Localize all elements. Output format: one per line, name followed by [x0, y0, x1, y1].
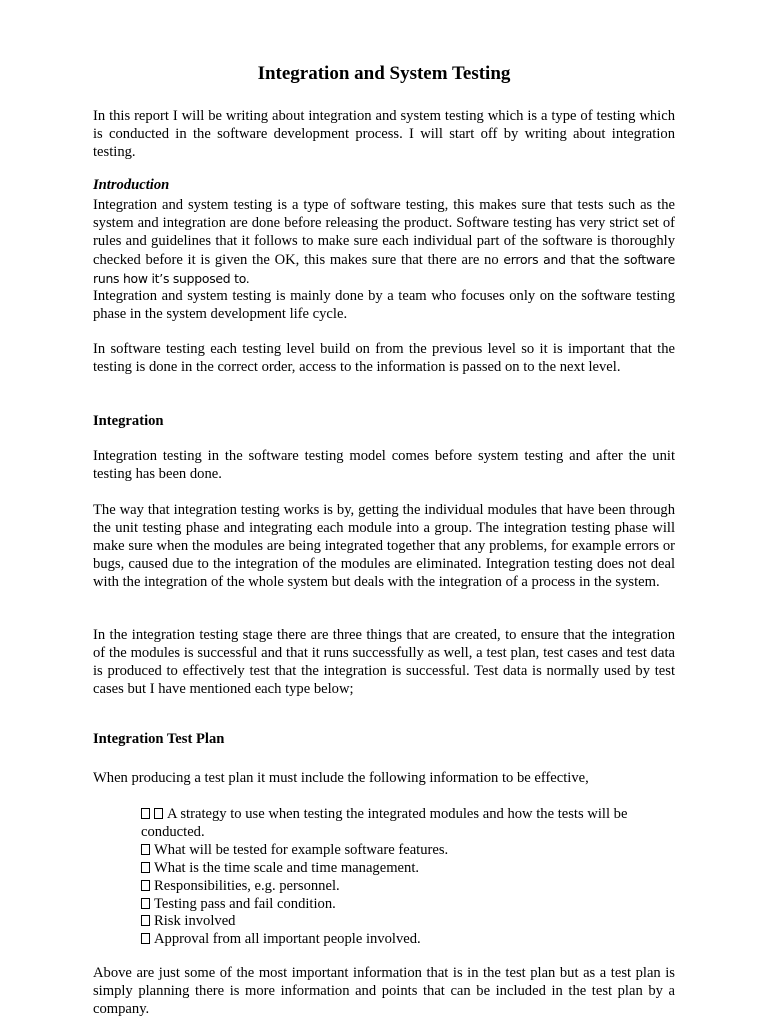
- closing-paragraph: Above are just some of the most important information that is in the test plan but as a test plan is simply planning there is more information and points that can be included in the test plan by a company.: [93, 965, 675, 1017]
- intro-paragraph: In this report I will be writing about integration and system testing which is a type of testing which is conducted in the software development process. I will start off by writing about integration testing.: [93, 108, 675, 160]
- introduction-paragraph-3: In software testing each testing level build on from the previous level so it is important that the testing is done in the correct order, access to the information is passed on to the next level.: [93, 341, 675, 375]
- list-item: conducted.: [141, 823, 205, 840]
- integration-paragraph-2: The way that integration testing works is by, getting the individual modules that have been through the unit testing phase and integrating each module into a group. The integration testing phase will make sure when the modules are being integrated together that any problems, for example errors or bugs, caused due to the integration of the modules are eliminated. Integration testing does not deal with the integration of the whole system but deals with the integration of a process in the system.: [93, 502, 675, 590]
- list-item: Testing pass and fail condition.: [141, 896, 681, 914]
- introduction-paragraph-2: Integration and system testing is mainly done by a team who focuses only on the software testing phase in the system development life cycle.: [93, 288, 675, 322]
- checkbox-glyph-icon: [141, 898, 150, 909]
- checkbox-glyph-icon: [141, 808, 150, 819]
- checkbox-glyph-icon: [154, 808, 163, 819]
- checkbox-glyph-icon: [141, 933, 150, 944]
- list-item: Responsibilities, e.g. personnel.: [141, 878, 681, 896]
- document-title: Integration and System Testing: [257, 63, 511, 84]
- introduction-p1-tail: errors and that the software runs how it’s supposed to.: [93, 251, 675, 286]
- list-item: Approval from all important people involved.: [141, 931, 681, 949]
- integration-paragraph-1: Integration testing in the software testing model comes before system testing and after the unit testing has been done.: [93, 448, 675, 482]
- checkbox-glyph-icon: [141, 862, 150, 873]
- introduction-heading: Introduction: [93, 177, 170, 193]
- introduction-paragraph-1: [93, 197, 675, 289]
- list-item: Risk involved: [141, 913, 681, 931]
- test-plan-heading: Integration Test Plan: [93, 731, 225, 747]
- test-plan-intro: When producing a test plan it must include the following information to be effective,: [93, 770, 589, 786]
- integration-paragraph-3: In the integration testing stage there are three things that are created, to ensure that the integration of the modules is successful and that it runs successfully as well, a test plan, test cases and test data is produced to effectively test that the integration is successful. Test data is normally used by test cases but I have mentioned each type below;: [93, 627, 675, 697]
- integration-heading: Integration: [93, 413, 164, 429]
- checkbox-glyph-icon: [141, 880, 150, 891]
- introduction-p1-text: Integration and system testing is a type of software testing, this makes sure that tests such as the system and integration are done before releasing the product. Software testing has very strict set of rules and guidelines that it follows to make sure each individual part of the software is thoroughly checked before it is given the OK, this makes sure that there are no: [93, 197, 675, 268]
- test-plan-list: [141, 806, 681, 949]
- checkbox-glyph-icon: [141, 915, 150, 926]
- checkbox-glyph-icon: [141, 844, 150, 855]
- list-item: What is the time scale and time management.: [141, 860, 681, 878]
- list-item: What will be tested for example software features.: [141, 842, 681, 860]
- list-item: A strategy to use when testing the integrated modules and how the tests will be: [141, 806, 681, 824]
